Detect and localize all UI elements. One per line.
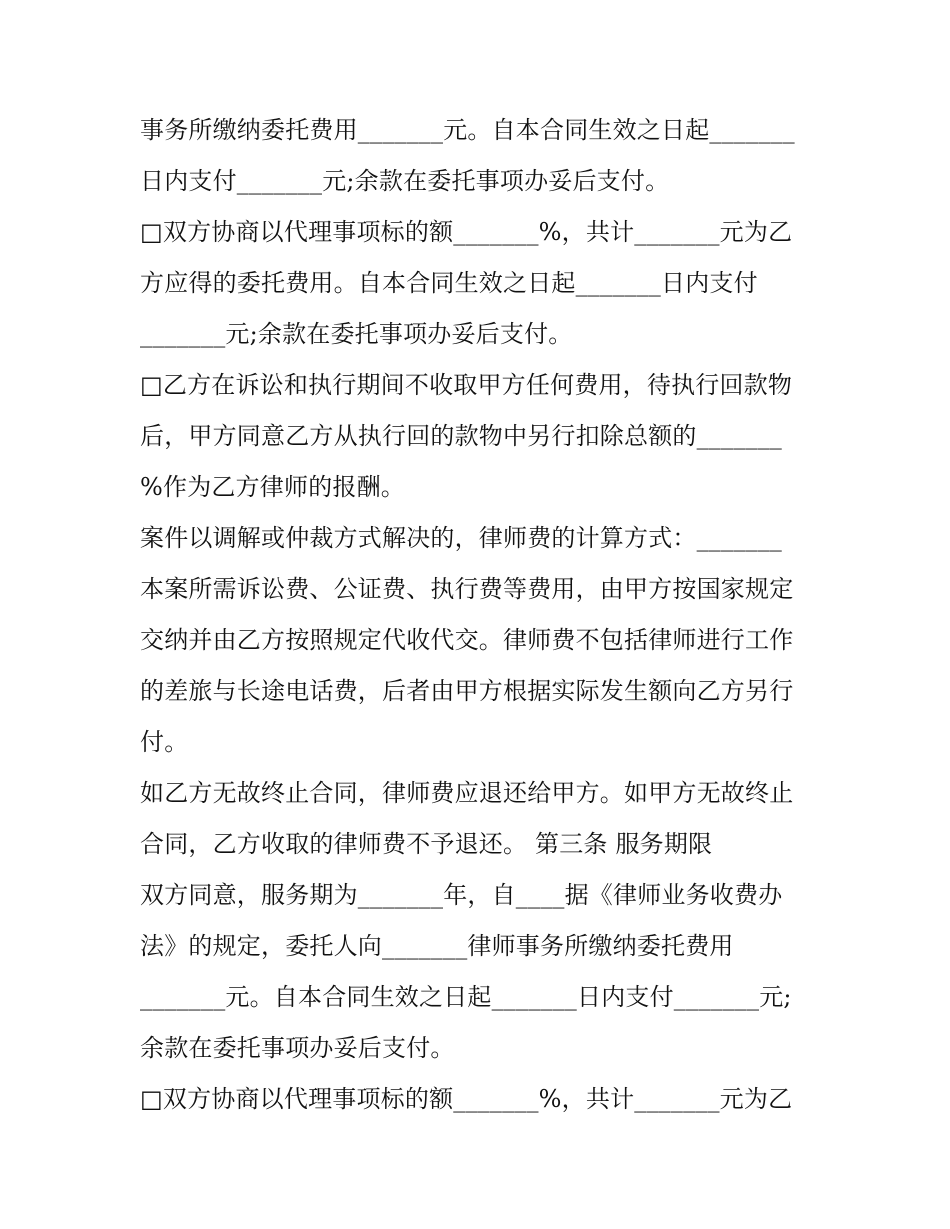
text-line: □双方协商以代理事项标的额_______%，共计_______元为乙 [140, 1085, 793, 1113]
text-line: 余款在委托事项办妥后支付。 [140, 1034, 455, 1062]
text-line: 事务所缴纳委托费用_______元。自本合同生效之日起_______ [140, 116, 795, 144]
text-line: 案件以调解或仲裁方式解决的，律师费的计算方式：_______ [140, 524, 782, 552]
text-line: 法》的规定，委托人向_______律师事务所缴纳委托费用 [140, 932, 734, 960]
text-line: □双方协商以代理事项标的额_______%，共计_______元为乙 [140, 218, 793, 246]
text-line: 后，甲方同意乙方从执行回的款物中另行扣除总额的_______ [140, 422, 782, 450]
text-line: 方应得的委托费用。自本合同生效之日起_______日内支付 [140, 269, 758, 297]
text-line: 如乙方无故终止合同，律师费应退还给甲方。如甲方无故终止 [140, 779, 794, 807]
text-line: 付。 [140, 728, 189, 756]
text-line: 的差旅与长途电话费，后者由甲方根据实际发生额向乙方另行 [140, 677, 794, 705]
text-line: _______元。自本合同生效之日起_______日内支付_______元; [140, 983, 792, 1011]
text-line: 双方同意，服务期为_______年，自____据《律师业务收费办 [140, 881, 783, 909]
contract-text [140, 108, 840, 1128]
text-line: 本案所需诉讼费、公证费、执行费等费用，由甲方按国家规定 [140, 575, 794, 603]
text-line: □乙方在诉讼和执行期间不收取甲方任何费用，待执行回款物 [140, 371, 793, 399]
text-line: %作为乙方律师的报酬。 [140, 473, 406, 501]
text-line: 日内支付_______元;余款在委托事项办妥后支付。 [140, 167, 670, 195]
text-line: 交纳并由乙方按照规定代收代交。律师费不包括律师进行工作 [140, 626, 794, 654]
text-line: _______元;余款在委托事项办妥后支付。 [140, 320, 573, 348]
text-line: 合同，乙方收取的律师费不予退还。 第三条 服务期限 [140, 830, 713, 858]
